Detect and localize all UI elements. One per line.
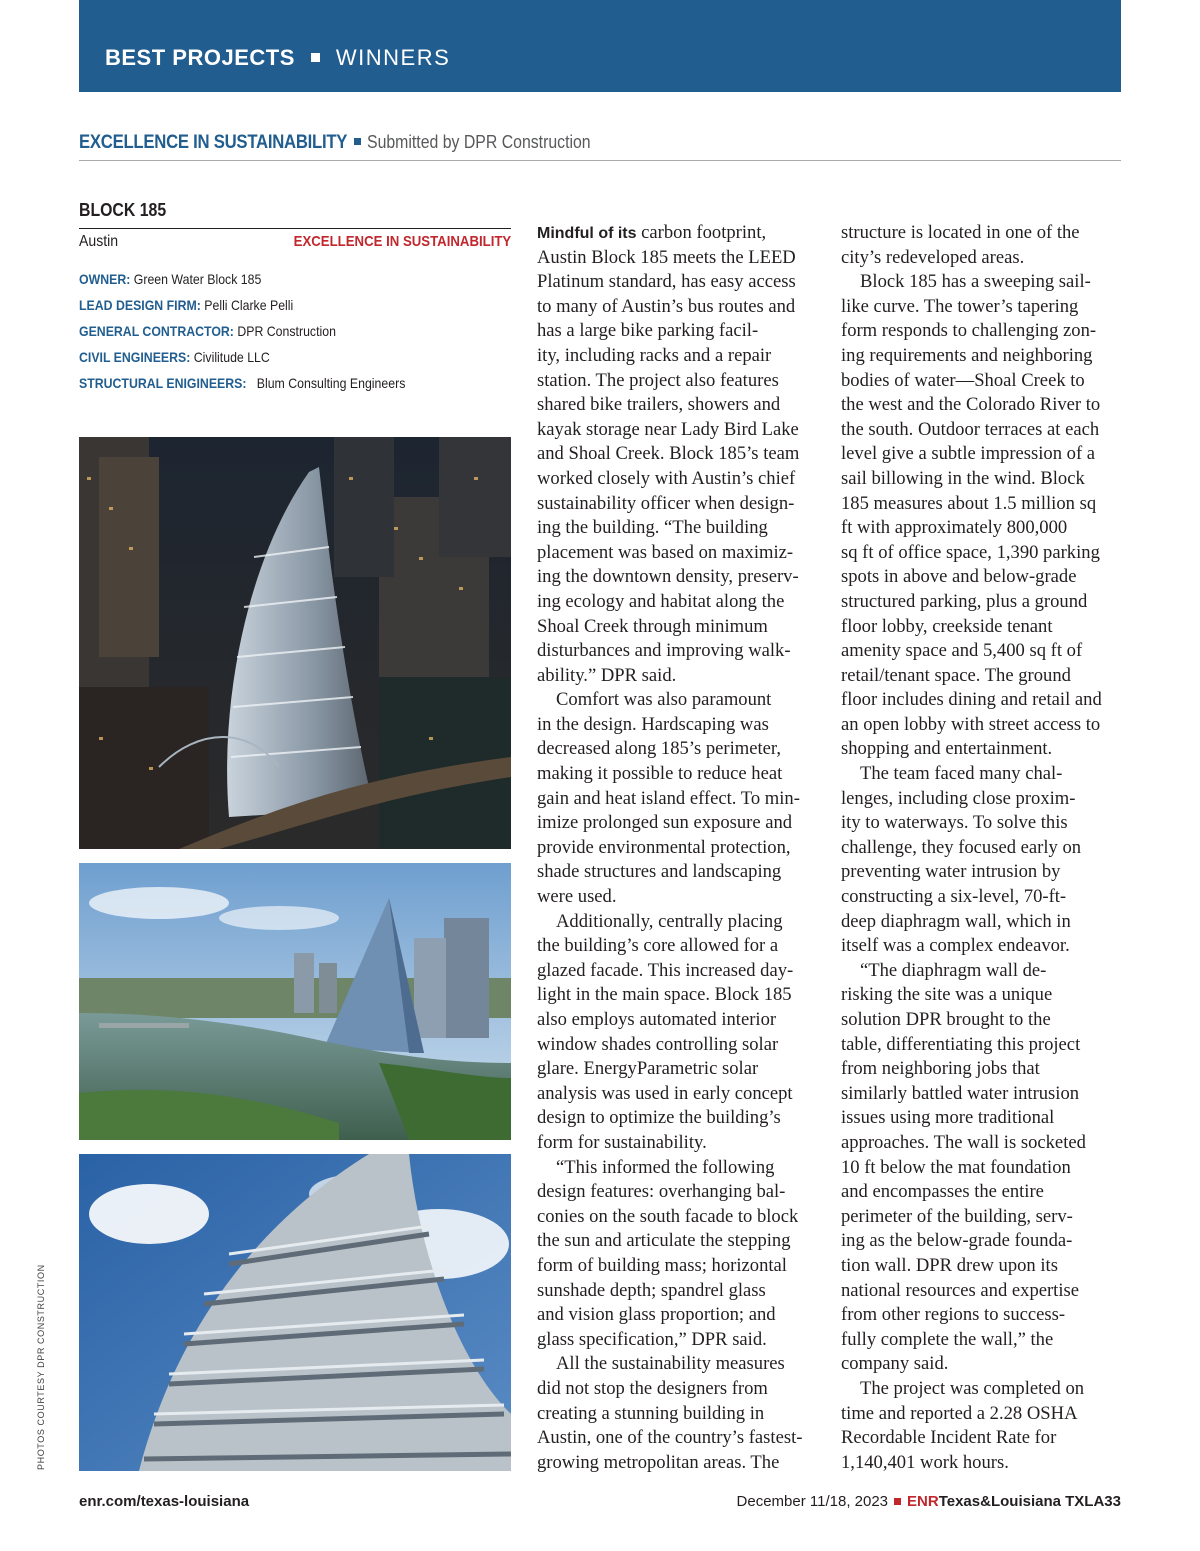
article-line: challenge, they focused early on	[841, 836, 1082, 858]
category-title: EXCELLENCE IN SUSTAINABILITY	[79, 132, 348, 153]
article-line: floor lobby, creekside tenant	[841, 615, 1053, 637]
article-line: the sun and articulate the stepping	[537, 1230, 791, 1252]
lead-in-rest: carbon footprint,	[636, 222, 767, 243]
divider	[79, 228, 511, 229]
article-line: All the sustainability measures	[556, 1353, 785, 1375]
article-line: the south. Outdoor terraces at each	[841, 418, 1100, 440]
credit-value: Pelli Clarke Pelli	[204, 297, 294, 313]
article-line: growing metropolitan areas. The	[537, 1451, 780, 1473]
article-line: from other regions to success-	[841, 1304, 1066, 1326]
article-column-1	[537, 221, 819, 1475]
article-line: structured parking, plus a ground	[841, 590, 1088, 612]
article-line	[537, 221, 819, 246]
article-line: spots in above and below-grade	[841, 566, 1077, 588]
article-line: form responds to challenging zon-	[841, 320, 1097, 342]
article-line: decreased along 185’s perimeter,	[537, 738, 781, 760]
credit-label: STRUCTURAL ENIGINEERS:	[79, 375, 247, 391]
article-line: glare. EnergyParametric solar	[537, 1058, 759, 1080]
article-line: and vision glass proportion; and	[537, 1304, 776, 1326]
article-line: The project was completed on	[860, 1377, 1085, 1399]
photo-facade-detail	[79, 1154, 511, 1471]
footer-page: TXLA33	[1065, 1493, 1121, 1510]
article-line: form of building mass; horizontal	[537, 1254, 787, 1276]
article-line: ing the downtown density, preserv-	[537, 566, 799, 588]
article-line: and encompasses the entire	[841, 1181, 1044, 1203]
article-line: Platinum standard, has easy access	[537, 271, 796, 293]
separator-square-icon	[311, 53, 320, 62]
article-line: sustainability officer when design-	[537, 492, 795, 514]
subsection-label: WINNERS	[335, 45, 451, 70]
submitted-by: Submitted by DPR Construction	[366, 132, 591, 152]
article-line: amenity space and 5,400 sq ft of	[841, 640, 1083, 662]
article-line: did not stop the designers from	[537, 1377, 768, 1399]
credit-label: GENERAL CONTRACTOR:	[79, 323, 234, 339]
article-line: light in the main space. Block 185	[537, 984, 792, 1006]
article-line: shopping and entertainment.	[841, 738, 1053, 760]
article-line: and Shoal Creek. Block 185’s team	[537, 443, 800, 465]
article-line: Recordable Incident Rate for	[841, 1427, 1057, 1449]
credit-row	[79, 370, 475, 396]
article-line: 185 measures about 1.5 million sq	[841, 492, 1097, 514]
article-line: lenges, including close proxim-	[841, 787, 1076, 809]
article-line: ability.” DPR said.	[537, 664, 677, 686]
article-line: shade structures and landscaping	[537, 861, 782, 883]
credit-label: LEAD DESIGN FIRM:	[79, 297, 201, 313]
footer-url: enr.com/texas-louisiana	[79, 1493, 250, 1510]
article-line: risking the site was a unique	[841, 984, 1053, 1006]
article-line: city’s redeveloped areas.	[841, 246, 1025, 268]
article-line: approaches. The wall is socketed	[841, 1131, 1086, 1153]
article-line: sq ft of office space, 1,390 parking	[841, 541, 1100, 563]
photo-river-skyline	[79, 863, 511, 1140]
project-award: EXCELLENCE IN SUSTAINABILITY	[293, 233, 511, 250]
article-line: level give a subtle impression of a	[841, 443, 1096, 465]
article-line: time and reported a 2.28 OSHA	[841, 1402, 1078, 1424]
article-line: national resources and expertise	[841, 1279, 1080, 1301]
article-line: glazed facade. This increased day-	[537, 959, 794, 981]
article-line: imize prolonged sun exposure and	[537, 812, 793, 834]
article-line: 10 ft below the mat foundation	[841, 1156, 1071, 1178]
article-line: perimeter of the building, serv-	[841, 1205, 1073, 1227]
section-label: BEST PROJECTS	[105, 45, 295, 70]
header-title	[105, 45, 450, 71]
article-line: The team faced many chal-	[860, 763, 1063, 785]
footer-publication: Texas&Louisiana	[938, 1493, 1061, 1510]
article-line: conies on the south facade to block	[537, 1205, 799, 1227]
article-line: worked closely with Austin’s chief	[537, 467, 796, 489]
article-line: like curve. The tower’s tapering	[841, 295, 1079, 317]
article-line: ft with approximately 800,000	[841, 517, 1068, 539]
article-line: placement was based on maximiz-	[537, 541, 794, 563]
article-line: company said.	[841, 1353, 949, 1375]
article-line: sunshade depth; spandrel glass	[537, 1279, 766, 1301]
article-line: ing the building. “The building	[537, 517, 768, 539]
article-line: to many of Austin’s bus routes and	[537, 295, 796, 317]
separator-square-icon	[354, 138, 361, 145]
credit-row	[79, 292, 475, 318]
article-line: structure is located in one of the	[841, 222, 1080, 243]
article-line: the west and the Colorado River to	[841, 394, 1101, 416]
article-line: deep diaphragm wall, which in	[841, 910, 1071, 932]
article-line: Austin, one of the country’s fastest-	[537, 1427, 803, 1449]
article-line: issues using more traditional	[841, 1107, 1055, 1129]
article-line: similarly battled water intrusion	[841, 1082, 1080, 1104]
article-line: constructing a six-level, 70-ft-	[841, 886, 1067, 908]
footer-brand: ENR	[907, 1493, 939, 1510]
article-line: design features: overhanging bal-	[537, 1181, 786, 1203]
article-line: ing as the below-grade founda-	[841, 1230, 1073, 1252]
credit-value: DPR Construction	[237, 323, 336, 339]
credit-row	[79, 266, 475, 292]
article-line: Block 185 has a sweeping sail-	[860, 271, 1091, 293]
article-line: ing ecology and habitat along the	[537, 590, 785, 612]
article-line: the building’s core allowed for a	[537, 935, 779, 957]
credit-row	[79, 344, 475, 370]
article-line: in the design. Hardscaping was	[537, 713, 769, 735]
article-line: ity to waterways. To solve this	[841, 812, 1068, 834]
article-line: station. The project also features	[537, 369, 779, 391]
credit-value: Civilitude LLC	[193, 349, 270, 365]
article-line: provide environmental protection,	[537, 836, 791, 858]
article-line: ity, including racks and a repair	[537, 344, 772, 366]
photo-credit: PHOTOS COURTESY DPR CONSTRUCTION	[36, 1264, 46, 1470]
article-line: 1,140,401 work hours.	[841, 1451, 1009, 1473]
article-line: “This informed the following	[556, 1156, 775, 1178]
credit-value: Green Water Block 185	[133, 271, 262, 287]
article-line: floor includes dining and retail and	[841, 689, 1102, 711]
project-city: Austin	[79, 233, 119, 250]
article-column-2	[841, 221, 1123, 1475]
article-line: fully complete the wall,” the	[841, 1328, 1054, 1350]
article-line: making it possible to reduce heat	[537, 763, 783, 785]
project-credits	[79, 266, 529, 396]
article-line: shared bike trailers, showers and	[537, 394, 781, 416]
article-line: tion wall. DPR drew upon its	[841, 1254, 1058, 1276]
article-line: window shades controlling solar	[537, 1033, 779, 1055]
article-line: sail billowing in the wind. Block	[841, 467, 1085, 489]
lead-in: Mindful of its	[537, 225, 637, 242]
article-line: bodies of water—Shoal Creek to	[841, 369, 1085, 391]
article-line: form for sustainability.	[537, 1131, 707, 1153]
article-line: were used.	[537, 886, 617, 908]
article-line: from neighboring jobs that	[841, 1058, 1040, 1080]
article-line: itself was a complex endeavor.	[841, 935, 1070, 957]
credit-label: OWNER:	[79, 271, 131, 287]
project-name: BLOCK 185	[79, 200, 167, 220]
article-line: analysis was used in early concept	[537, 1082, 793, 1104]
article-line: solution DPR brought to the	[841, 1009, 1051, 1030]
footer-folio	[737, 1493, 1121, 1510]
article-line: Shoal Creek through minimum	[537, 615, 768, 637]
article-line: “The diaphragm wall de-	[860, 959, 1047, 981]
footer-date: December 11/18, 2023	[736, 1493, 889, 1510]
article-line: Comfort was also paramount	[556, 689, 772, 711]
article-line: design to optimize the building’s	[537, 1107, 781, 1129]
article-line: disturbances and improving walk-	[537, 640, 791, 662]
header-band	[79, 0, 1121, 92]
credit-row	[79, 318, 475, 344]
credit-value: Blum Consulting Engineers	[249, 375, 406, 391]
photo-night-aerial	[79, 437, 511, 849]
category-heading	[79, 132, 1121, 161]
article-line: creating a stunning building in	[537, 1402, 765, 1424]
article-line: Additionally, centrally placing	[556, 910, 783, 932]
article-line: glass specification,” DPR said.	[537, 1328, 767, 1350]
article-line: has a large bike parking facil-	[537, 320, 759, 342]
article-line: also employs automated interior	[537, 1009, 777, 1030]
article-line: preventing water intrusion by	[841, 861, 1061, 883]
article-line: ing requirements and neighboring	[841, 344, 1093, 366]
credit-label: CIVIL ENGINEERS:	[79, 349, 191, 365]
article-line: gain and heat island effect. To min-	[537, 787, 800, 809]
article-line: table, differentiating this project	[841, 1033, 1081, 1055]
article-line: retail/tenant space. The ground	[841, 664, 1071, 686]
article-line: an open lobby with street access to	[841, 713, 1101, 735]
article-line: Austin Block 185 meets the LEED	[537, 246, 796, 268]
article-line: kayak storage near Lady Bird Lake	[537, 418, 799, 440]
separator-square-icon	[894, 1498, 901, 1505]
